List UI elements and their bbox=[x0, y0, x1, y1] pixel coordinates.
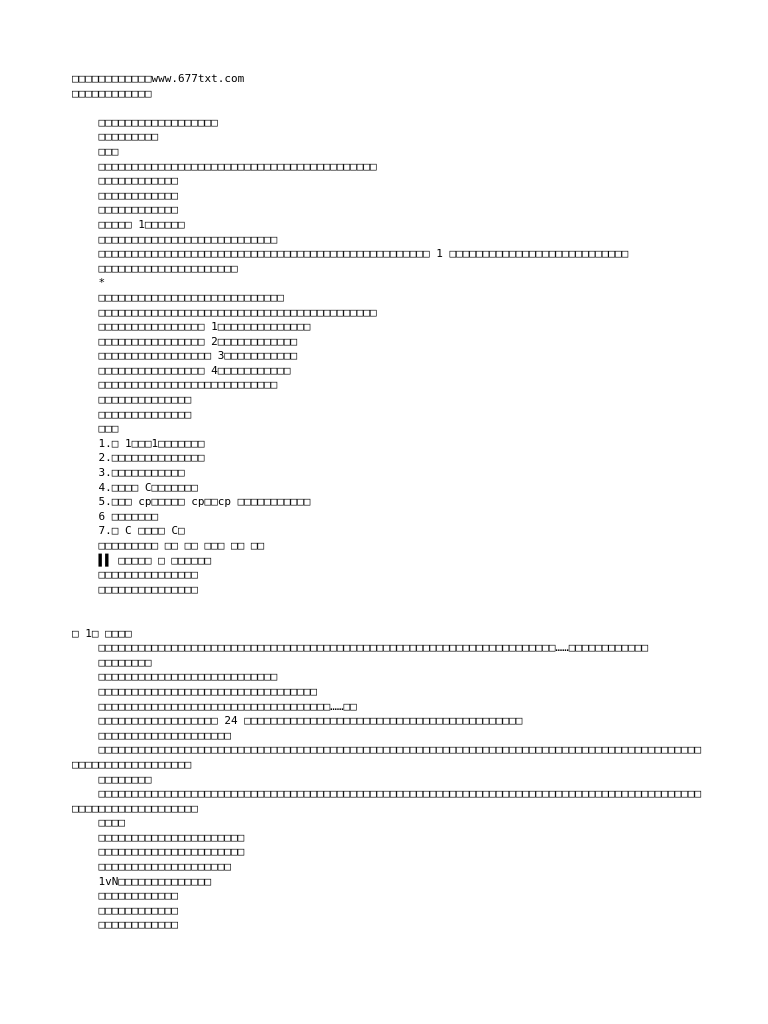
text-line: □□□□□□□□□□□□ bbox=[72, 918, 178, 932]
text-line: □□□□□□□□□□□□ bbox=[72, 188, 178, 202]
text-line: □□□□□□□□□□□□□□□□ 2□□□□□□□□□□□□ bbox=[72, 334, 298, 348]
text-line: 7.□ C □□□□ C□ bbox=[72, 524, 185, 538]
text-line: □□□□ bbox=[72, 816, 125, 830]
text-line: □□□□□□□□□□□□ bbox=[72, 903, 178, 917]
text-line: 6 □□□□□□□ bbox=[72, 509, 159, 523]
text-line: □□□□□□□□□□□□□□□□□□□□□□□□□□□□□□□□□□□□□□□□□□ bbox=[72, 305, 377, 319]
text-line: 3.□□□□□□□□□□□ bbox=[72, 466, 185, 480]
text-line: □□□□□□□□□□□□ bbox=[72, 889, 178, 903]
text-line: □□□□□□□□□□□□□□□□ 1□□□□□□□□□□□□□□ bbox=[72, 320, 311, 334]
header-line: □□□□□□□□□□□□www.677txt.com bbox=[72, 72, 245, 85]
text-line: □□□□□□□□□□□□□□□□□□□□□□□□□□□ bbox=[72, 232, 278, 246]
text-line: □□□□□□□□□□□□□□□□ 4□□□□□□□□□□□ bbox=[72, 363, 291, 377]
text-line: □□□□□□□□□□□□□□ bbox=[72, 393, 192, 407]
text-line: □□□ bbox=[72, 144, 119, 158]
text-line: □□□□□□□□□□□□□□□□□□□□ bbox=[72, 860, 231, 874]
text-line: □□□□□□□□□□□□□□□□□□□□□□□□□□□□□□□□□□□□□□□□□□□□□□□□□□□□□□□□□□□□□□□□□□□□□□□□□□□□□□□□□□□□□□□□□□□□□□□□□□□□□□□□□□□□□ bbox=[72, 743, 702, 771]
text-line: □□□□□□□□□□□□□□□□□□□□□□□□□□□ bbox=[72, 670, 278, 684]
document-page bbox=[72, 72, 702, 933]
document-header bbox=[72, 72, 702, 101]
text-line: 2.□□□□□□□□□□□□□□ bbox=[72, 451, 205, 465]
text-line: □□□□□□□□□□□□ bbox=[72, 203, 178, 217]
text-line: * bbox=[72, 276, 106, 290]
header-line: □□□□□□□□□□□□ bbox=[72, 86, 152, 100]
text-line: □□□□□□□□□□□□□□□□□ 3□□□□□□□□□□□ bbox=[72, 349, 298, 363]
text-line: □□□□□□□□□□□□□□□□□□□□□□□□□□□□□□□□□□□□□□□□□□□□□□□□□□□□□□□□□□□□□□□□□□□□□……□□□□□□□□□□□□ bbox=[72, 641, 649, 655]
text-line: 5.□□□ cp□□□□□ cp□□cp □□□□□□□□□□□ bbox=[72, 495, 311, 509]
text-line: 1.□ 1□□□1□□□□□□□ bbox=[72, 436, 205, 450]
text-line: □□□□□□□□□ bbox=[72, 130, 159, 144]
text-line: □□□□□□□□□□□□□□□□□□□□□□ bbox=[72, 830, 245, 844]
text-line: □□□□□□□□□□□□□□□□□□□□□□□□□□□□□□□□□□□……□□ bbox=[72, 699, 357, 713]
text-line: □□□□□ 1□□□□□□ bbox=[72, 217, 185, 231]
chapter-body bbox=[72, 641, 702, 933]
text-line: □□□ bbox=[72, 422, 119, 436]
text-line: □□□□□□□□□□□□□□□□□□ 24 □□□□□□□□□□□□□□□□□□□□□□□□□□□□□□□□□□□□□□□□□□ bbox=[72, 714, 523, 728]
text-line: □□□□□□□□□ □□ □□ □□□ □□ □□ bbox=[72, 539, 265, 552]
text-line: □□□□□□□□□□□□□□□ bbox=[72, 568, 198, 582]
text-line: □□□□□□□□□□□□□□□□□□□□□□ bbox=[72, 845, 245, 859]
text-line: □□□□□□□□□□□□□□□□□□□□□□□□□□□□□□□□□□□□□□□□□□ bbox=[72, 159, 377, 173]
text-line: 4.□□□□ C□□□□□□□ bbox=[72, 480, 198, 494]
text-line: □□□□□□□□□□□□□□□□□□□□□ bbox=[72, 261, 238, 275]
text-line: □□□□□□□□□□□□ bbox=[72, 174, 178, 188]
intro-section bbox=[72, 116, 702, 598]
chapter-heading: □ 1□ □□□□ bbox=[72, 626, 132, 640]
text-line: □□□□□□□□□□□□□□□□□□□□□□□□□□□□□□□□□□□□□□□□□□□□□□□□□□□□□□□□□□□□□□□□□□□□□□□□□□□□□□□□□□□□□□□□□□□□□□□□□□□□□□□□□□□□□□ bbox=[72, 787, 702, 815]
text-line: 1vN□□□□□□□□□□□□□□ bbox=[72, 874, 212, 888]
text-line: □□□□□□□□□□□□□□ bbox=[72, 407, 192, 421]
text-line: □□□□□□□□□□□□□□□ bbox=[72, 582, 198, 596]
text-line: □□□□□□□□□□□□□□□□□□ bbox=[72, 115, 218, 129]
text-line: □□□□□□□□□□□□□□□□□□□□□□□□□□□ bbox=[72, 378, 278, 392]
text-line: □□□□□□□□□□□□□□□□□□□□□□□□□□□□ bbox=[72, 290, 284, 304]
text-line: □□□□□□□□ bbox=[72, 655, 152, 669]
blank-line bbox=[72, 597, 702, 612]
text-line: ▌▌ □□□□□ □ □□□□□□ bbox=[72, 553, 212, 567]
text-line: □□□□□□□□□□□□□□□□□□□□□□□□□□□□□□□□□□□□□□□□□□□□□□□□□□ 1 □□□□□□□□□□□□□□□□□□□□□□□□□□□ bbox=[72, 247, 629, 261]
blank-line bbox=[72, 101, 702, 116]
text-line: □□□□□□□□□□□□□□□□□□□□□□□□□□□□□□□□□ bbox=[72, 684, 318, 698]
text-line: □□□□□□□□□□□□□□□□□□□□ bbox=[72, 728, 231, 742]
text-line: □□□□□□□□ bbox=[72, 772, 152, 786]
blank-line bbox=[72, 612, 702, 627]
